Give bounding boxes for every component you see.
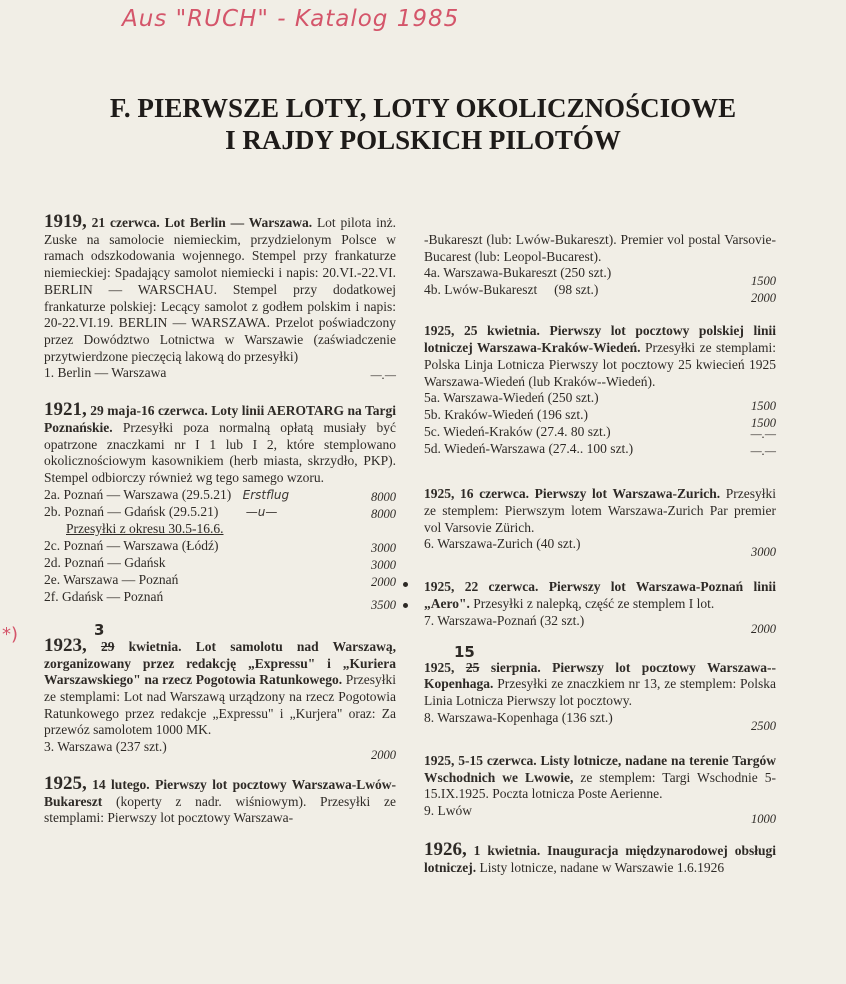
price: 2000 [371,748,396,763]
entry-1925-lwow [424,752,777,826]
handwritten-note: —u— [245,504,278,519]
list-item: 2d. Poznań — Gdańsk 3000 [44,554,396,572]
list-subheading: Przesyłki z okresu 30.5-16.6. [66,520,224,536]
list-item: 5d. Wiedeń-Warszawa (27.4.. 100 szt.) —.— [424,441,776,459]
entry-text: Przesyłki z nalepką, część ze stemplem I lot. [473,596,715,612]
list-item: 5b. Kraków-Wiedeń (196 szt.) 1500 [424,407,776,431]
entry-year: 1926, [424,838,467,860]
handwritten-correction: 3 [94,620,105,639]
list-item: 5c. Wiedeń-Kraków (27.4. 80 szt.) —.— [424,424,776,442]
entry-1923 [44,620,397,763]
entry-year: 1919, [44,211,87,232]
entry-text: (koperty z nadr. wiśniowym). Przesyłki ze stemplami: Pierwszy lot pocztowy Warszawa- [44,793,396,826]
list-item: 8. Warszawa-Kopenhaga (136 szt.) 2500 [424,709,776,733]
entry-heading: 1925, 22 czerwca. Pierwszy lot Warszawa-Poznań linii „Aero". [424,579,776,612]
entry-1921 [44,399,397,612]
entry-heading: 1 kwietnia. Inauguracja międzynarodowej obsługi lotniczej. [424,842,776,875]
entry-year: 1925, [44,773,87,795]
entry-year: 1925, [424,659,455,675]
price: —.— [370,368,396,383]
list-item: 1. Berlin — Warszawa —.— [44,365,396,383]
entry-text: Przesyłki ze stemplami: Polska Linja Lotnicza Pierwszy lot pocztowy 25 kwiecień 1925 Warszawa-Wiedeń (lub Kraków--Wiedeń). [424,340,776,389]
entry-heading: 21 czerwca. Lot Berlin — Warszawa. [91,215,313,230]
right-column [424,232,776,876]
list-item: 4b. Lwów-Bukareszt (98 szt.) 2000 [424,282,776,306]
entry-heading: kwietnia. Lot samolotu nad Warszawą, zorganizowany przez redakcję „Expressu" i „Kuriera Warszawskiego" na rzecz Pogotowia Ratunkowego. [44,638,396,688]
list-item: 9. Lwów 1000 [424,802,776,826]
list-item: 5a. Warszawa-Wiedeń (250 szt.) 1500 [424,390,776,414]
handwritten-annotation: Aus "RUCH" - Katalog 1985 [122,6,460,32]
section-title [0,92,846,156]
entry-1926 [424,838,776,876]
entry-1925-aug [424,642,777,733]
entry-heading: 1925, 5-15 czerwca. Listy lotnicze, nadane na terenie Targów Wschodnich we Lwowie, [424,752,776,785]
entry-heading: 1925, 25 kwietnia. Pierwszy lot pocztowy polskiej linii lotniczej Warszawa-Kraków-Wiedeń. [424,323,776,356]
price: 1500 [751,399,776,414]
entry-1925-jun22 [424,579,776,636]
entry-1925-jun16 [424,486,776,560]
list-item: 2a. Poznań — Warszawa (29.5.21) Erstflug 8000 [44,486,396,504]
list-item: 6. Warszawa-Zurich (40 szt.) 3000 [424,536,776,560]
price: 3000 [371,557,396,572]
struck-day: 25 [465,659,480,675]
entry-1919 [44,211,397,383]
entry-year: 1921, [44,399,87,421]
entry-text: Przesyłki ze stemplami: Lot nad Warszawą urządzony na rzecz Pogotowia Ratunkowego przez redakcje „Expressu" i „Kurjera" oraz: Za przewóz samolotem 1000 MK. [44,672,397,738]
entry-1925-apr [424,323,776,458]
entry-1925-feb [44,773,396,827]
left-column [44,211,397,827]
handwritten-note: Erstflug [242,487,290,502]
title-line-2: I RAJDY POLSKICH PILOTÓW [225,125,621,155]
entry-text: Przesyłki ze znaczkiem nr 13, ze stemplem: Polska Linia Lotnicza Pierwszy lot pocztowy. [424,676,777,709]
price: 1500 [751,274,776,289]
list-item: 2e. Warszawa — Poznań 2000 [44,571,396,589]
struck-day: 29 [100,638,115,654]
price: —.— [750,427,776,442]
entry-heading: 1925, 16 czerwca. Pierwszy lot Warszawa-Zurich. [424,486,721,502]
price: 3000 [751,545,776,560]
title-line-1: F. PIERWSZE LOTY, LOTY OKOLICZNOŚCIOWE [109,93,737,123]
price: 2000 [371,574,396,589]
list-item: 2c. Poznań — Warszawa (Łódź) 3000 [44,537,396,555]
price: 3500 [371,597,396,612]
entry-text: ze stemplem: Targi Wschodnie 5-15.IX.1925. Poczta lotnicza Poste Aerienne. [424,769,777,802]
entry-text: Przesyłki poza normalną opłatą musiały być opatrzone znaczkami nr I 1 lub I 2, które stemplowano okolicznościowym kasownikiem (herb miasta, skrzydło, PKP). Stempel odbiorczy również wg tego samego wzoru. [44,420,397,486]
price: 2000 [751,621,776,636]
price: 2000 [751,291,776,306]
entry-year: 1923, [44,634,87,656]
entry-heading: 29 maja-16 czerwca. Loty linii AEROTARG na Targi Poznańskie. [44,403,396,436]
handwritten-correction: 15 [454,642,475,661]
price: —.— [750,444,776,459]
entry-text: Listy lotnicze, nadane w Warszawie 1.6.1926 [479,859,725,875]
entry-heading: sierpnia. Pierwszy lot pocztowy Warszawa--Kopenhaga. [424,659,776,692]
list-item: 2f. Gdańsk — Poznań 3500 [44,588,396,612]
price: 2500 [751,718,776,733]
entry-heading: 14 lutego. Pierwszy lot pocztowy Warszawa-Lwów-Bukareszt [44,777,396,809]
margin-asterisk-mark: *) [2,624,19,645]
price: 8000 [371,489,396,504]
list-item: 7. Warszawa-Poznań (32 szt.) 2000 [424,612,776,636]
ink-dot [403,603,408,608]
list-item: 2b. Poznań — Gdańsk (29.5.21) —u— 8000 [44,503,396,521]
list-item: 3. Warszawa (237 szt.) 2000 [44,739,396,763]
ink-dot [403,582,408,587]
entry-text: Lot pilota inż. Zuske na samolocie niemieckim, przydzielonym Polsce w ramach odszkodowania wojennego. Stempel przy frankaturze niemieckiej: Spadający samolot niemiecki i napis: 20.VI.-22.VI. BERLIN — WARSCHAU. Stempel przy dodatkowej frankaturze polskiej: Lecący samolot z godłem polskim i napis: 20-22.VI.19. BERLIN — WARSZAWA. Przelot poświadczony przez Dowództwo Lotnictwa w Warszawie (zaświadczenie przytwierdzone pieczęcią lakową do przesyłki) [44,215,397,364]
price: 1500 [751,416,776,431]
entry-continuation: -Bukareszt (lub: Lwów-Bukareszt). Premier vol postal Varsovie-Bucarest (lub: Leopol-Bucarest). 4a. Warszawa-Bukareszt (250 szt.) 1500 4b. Lwów-Bukareszt (98 szt.) 2000 [424,232,776,306]
price: 8000 [371,506,396,521]
list-item: 4a. Warszawa-Bukareszt (250 szt.) 1500 [424,265,776,289]
price: 3000 [371,540,396,555]
entry-text: Przesyłki ze stemplem: Pierwszym lotem Warszawa-Zurich Par premier vol Varsovie Zürich. [424,486,776,535]
price: 1000 [751,811,776,826]
